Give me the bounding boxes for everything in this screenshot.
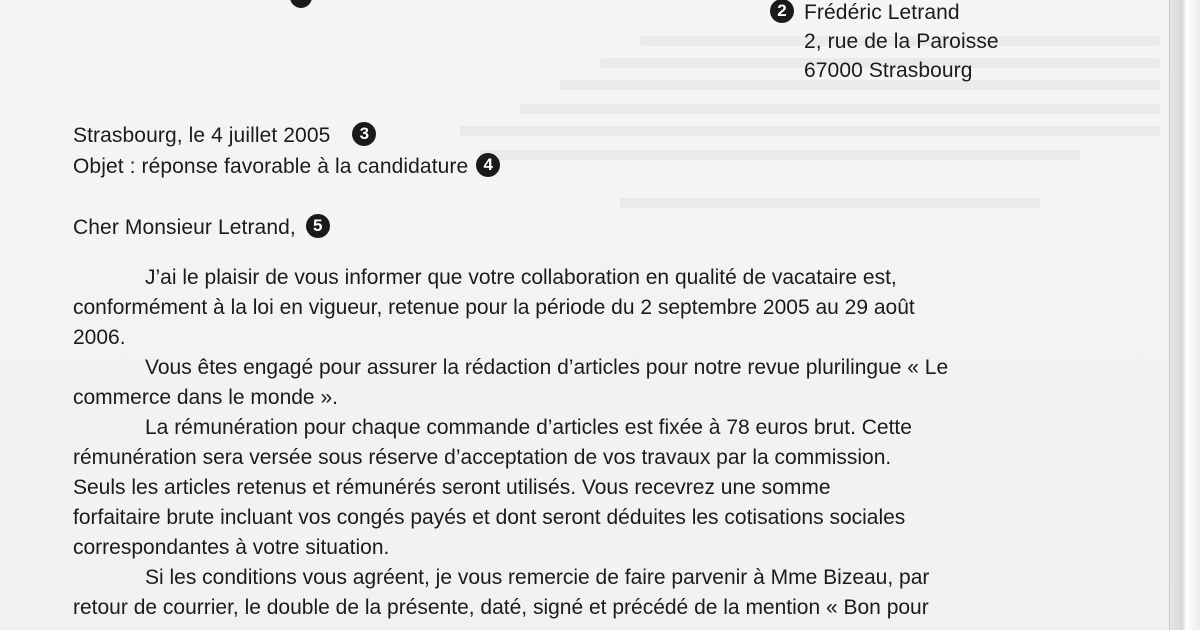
body-line: 2006. (73, 326, 126, 349)
date-line (73, 121, 376, 150)
recipient-street: 2, rue de la Paroisse (804, 30, 999, 53)
marker-4-icon: 4 (476, 153, 500, 177)
body-line: conformément à la loi en vigueur, retenue pour la période du 2 septembre 2005 au 29 août (73, 296, 915, 319)
salutation-line (73, 213, 330, 242)
body-line: correspondantes à votre situation. (73, 536, 390, 559)
cropped-top-marker (0, 0, 1170, 8)
body-line: forfaitaire brute incluant vos congés payés et dont seront déduites les cotisations sociales (73, 506, 906, 529)
body-line: rémunération sera versée sous réserve d’acceptation de vos travaux par la commission. (73, 446, 892, 469)
salutation-text: Cher Monsieur Letrand, (73, 216, 296, 239)
letter-body (73, 263, 1073, 623)
subject-line (73, 152, 500, 181)
recipient-city: 67000 Strasbourg (804, 59, 973, 82)
body-line: La rémunération pour chaque commande d’articles est fixée à 78 euros brut. Cette (145, 416, 912, 439)
marker-1-cropped-icon (290, 0, 312, 8)
marker-2-icon: 2 (770, 0, 794, 23)
page-right-edge (1169, 0, 1200, 630)
body-line: commerce dans le monde ». (73, 386, 338, 409)
marker-3-icon: 3 (352, 122, 376, 146)
body-line: Seuls les articles retenus et rémunérés seront utilisés. Vous recevrez une somme (73, 476, 831, 499)
subject-text: Objet : réponse favorable à la candidature (73, 155, 469, 178)
body-line: Si les conditions vous agréent, je vous remercie de faire parvenir à Mme Bizeau, par (145, 566, 930, 589)
recipient-name: Frédéric Letrand (804, 1, 960, 24)
recipient-name-line (770, 0, 960, 27)
marker-5-icon: 5 (306, 214, 330, 238)
date-text: Strasbourg, le 4 juillet 2005 (73, 124, 331, 147)
body-line: J’ai le plaisir de vous informer que votre collaboration en qualité de vacataire est, (145, 266, 897, 289)
body-line: retour de courrier, le double de la présente, daté, signé et précédé de la mention « Bon pour (73, 596, 929, 619)
body-line: Vous êtes engagé pour assurer la rédaction d’articles pour notre revue plurilingue « Le (145, 356, 949, 379)
